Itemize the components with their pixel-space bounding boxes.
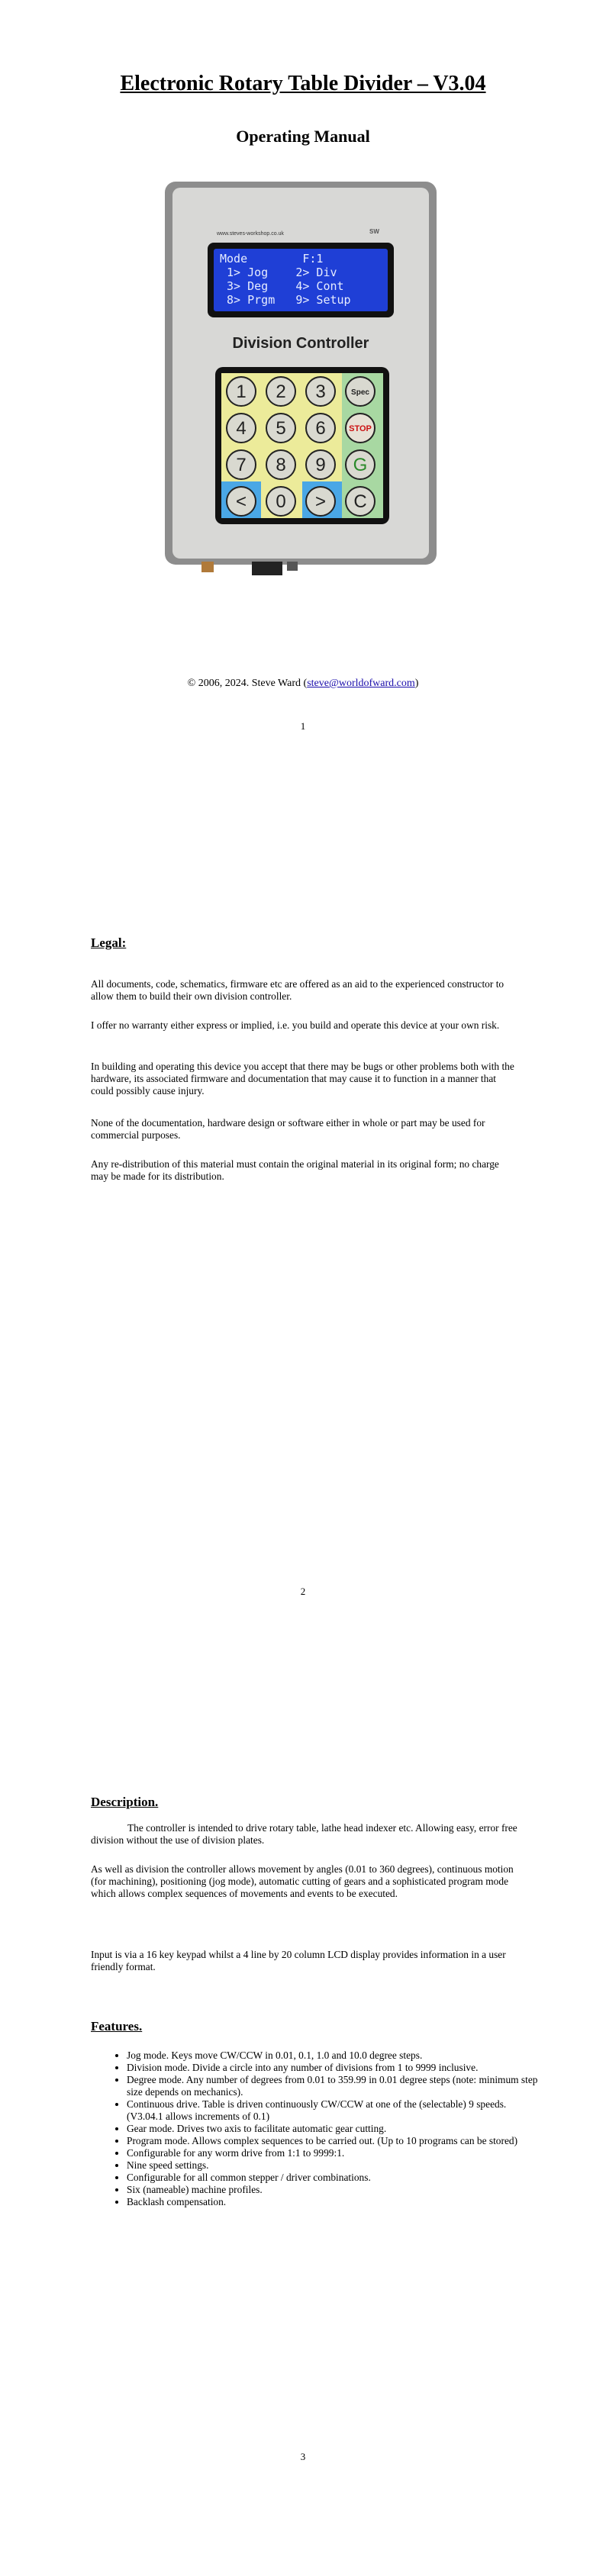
keypad-key-label: 5: [276, 418, 286, 439]
keypad-key-label: 7: [236, 455, 247, 475]
keypad-key: [266, 487, 295, 516]
keypad-key: [227, 377, 256, 406]
feature-item: • Backlash compensation.: [127, 2196, 539, 2208]
keypad-key: [227, 487, 256, 516]
page-number: 3: [300, 2451, 306, 2462]
keypad-key: [346, 414, 375, 443]
description-paragraph: The controller is intended to drive rotary table, lathe head indexer etc. Allowing easy, error free division without the use of division plates.: [91, 1822, 517, 1846]
keypad-key: [346, 487, 375, 516]
legal-paragraph: In building and operating this device you accept that there may be bugs or other problems both with the hardware, its associated firmware and documentation that may cause it to function in a manner that could possibly cause injury.: [91, 1061, 514, 1096]
connector-center: [252, 562, 282, 575]
connector-right: [287, 562, 298, 571]
feature-item: • Configurable for all common stepper / driver combinations.: [127, 2172, 539, 2184]
legal-paragraph: I offer no warranty either express or implied, i.e. you build and operate this device at your own risk.: [91, 1019, 500, 1031]
keypad-key-label: G: [353, 455, 368, 475]
website-text: www.steves-workshop.co.uk: [217, 231, 284, 237]
feature-item: • Configurable for any worm drive from 1:1 to 9999:1.: [127, 2147, 539, 2159]
features-list: [104, 2050, 539, 2208]
keypad-key: [266, 450, 295, 479]
keypad-key-label: 6: [315, 418, 326, 439]
division-controller-photo: [163, 180, 438, 577]
keypad-key-label: 9: [315, 455, 326, 475]
description-paragraph: As well as division the controller allows movement by angles (0.01 to 360 degrees), continuous motion (for machining), positioning (jog mode), automatic cutting of gears and a sophisticated program mode which allows complex sequences of movements and events to be executed.: [91, 1863, 514, 1899]
keypad-key-label: >: [314, 491, 327, 512]
keypad-key: [227, 450, 256, 479]
document-subtitle: Operating Manual: [236, 127, 370, 146]
keypad-key: [306, 414, 335, 443]
feature-item: • Degree mode. Any number of degrees from 0.01 to 359.99 in 0.01 degree steps (note: minimum step size depends on mechanics).: [127, 2074, 539, 2098]
keypad-key-label: 3: [315, 382, 326, 402]
keypad-key: [346, 450, 375, 479]
features-heading: Features.: [91, 2019, 143, 2033]
keypad-key: [266, 377, 295, 406]
page-number: 1: [300, 720, 306, 732]
keypad-key-label: 8: [276, 455, 286, 475]
lcd-line: 3> Deg 4> Cont: [220, 279, 344, 293]
keypad-key: [227, 414, 256, 443]
legal-paragraph: All documents, code, schematics, firmware etc are offered as an aid to the experienced constructor to allow them to build their own division controller.: [91, 978, 504, 1002]
copyright-close: ): [414, 678, 419, 689]
document-title: Electronic Rotary Table Divider – V3.04: [120, 72, 486, 95]
brand-badge: SW: [369, 228, 379, 235]
feature-item: • Continuous drive. Table is driven continuously CW/CCW at one of the (selectable) 9 speeds. (V3.04.1 allows increments of 0.1): [127, 2098, 539, 2123]
feature-item: • Nine speed settings.: [127, 2159, 539, 2172]
keypad-key-label: Spec: [351, 388, 369, 397]
feature-item: • Program mode. Allows complex sequences to be carried out. (Up to 10 programs can be stored): [127, 2135, 539, 2147]
lcd-line: Mode F:1: [220, 252, 324, 266]
keypad-key: [266, 414, 295, 443]
feature-item: • Six (nameable) machine profiles.: [127, 2184, 539, 2196]
author-email-link[interactable]: steve@worldofward.com: [307, 678, 415, 689]
feature-item: • Division mode. Divide a circle into any number of divisions from 1 to 9999 inclusive.: [127, 2062, 539, 2074]
connector-left: [201, 562, 214, 572]
keypad-key: [306, 377, 335, 406]
feature-item: • Jog mode. Keys move CW/CCW in 0.01, 0.1, 1.0 and 10.0 degree steps.: [127, 2050, 539, 2062]
keypad-key: [306, 487, 335, 516]
description-heading: Description.: [91, 1795, 159, 1809]
keypad-key-label: C: [353, 491, 367, 512]
legal-heading: Legal:: [91, 935, 127, 950]
keypad-key-label: 0: [276, 491, 286, 512]
description-paragraph: Input is via a 16 key keypad whilst a 4 line by 20 column LCD display provides information in a user friendly format.: [91, 1949, 506, 1972]
keypad-key-label: 4: [236, 418, 247, 439]
page-number: 2: [300, 1586, 306, 1597]
keypad-key-label: <: [235, 491, 247, 512]
copyright-line: [0, 678, 606, 690]
feature-item: • Gear mode. Drives two axis to facilitate automatic gear cutting.: [127, 2123, 539, 2135]
keypad-key-label: 2: [276, 382, 286, 402]
legal-paragraph: Any re-distribution of this material must contain the original material in its original form; no charge may be made for its distribution.: [91, 1158, 499, 1182]
legal-paragraph: None of the documentation, hardware design or software either in whole or part may be used for commercial purposes.: [91, 1117, 485, 1141]
keypad-key-label: STOP: [349, 424, 372, 433]
keypad-key-label: 1: [236, 382, 247, 402]
keypad-key: [346, 377, 375, 406]
lcd-line: 8> Prgm 9> Setup: [220, 293, 351, 307]
lcd-line: 1> Jog 2> Div: [220, 266, 337, 279]
copyright-text: © 2006, 2024. Steve Ward (: [187, 678, 308, 689]
keypad-key: [306, 450, 335, 479]
device-label: Division Controller: [232, 335, 369, 352]
